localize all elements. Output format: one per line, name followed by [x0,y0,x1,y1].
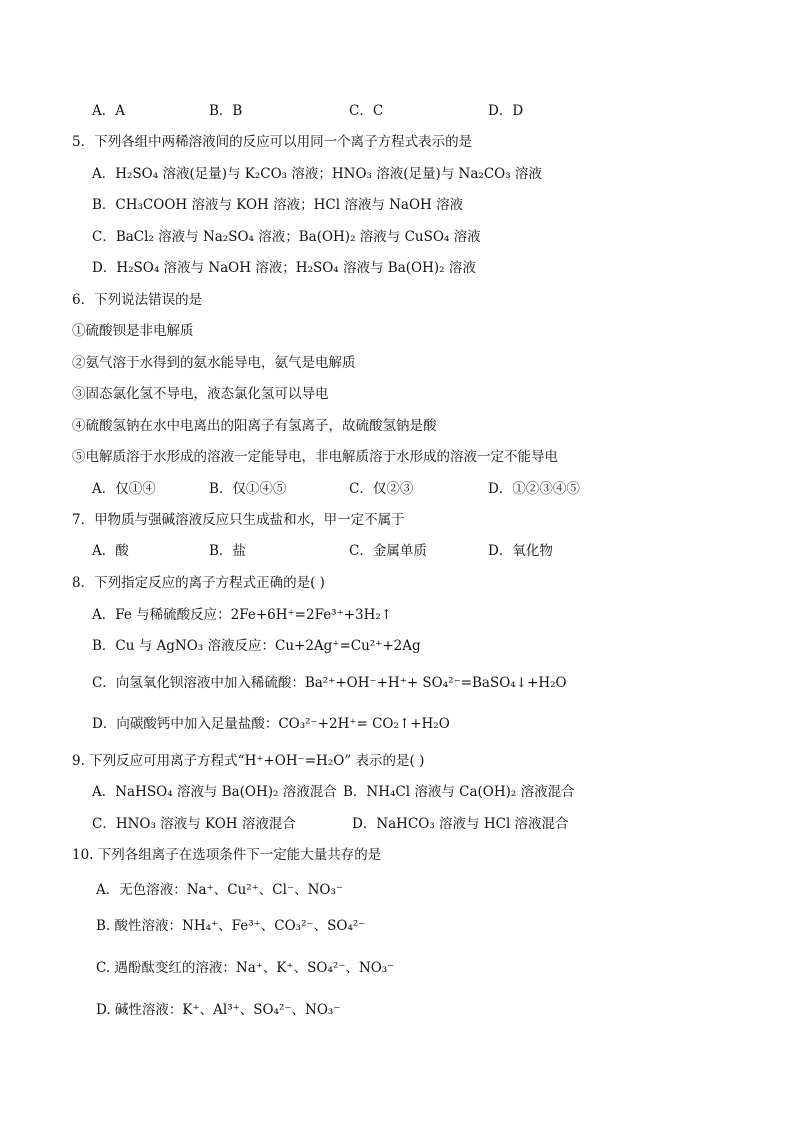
q10-option-a: A．无色溶液：Na⁺、Cu²⁺、Cl⁻、NO₃⁻ [96,882,343,898]
q7-stem: 7．甲物质与强碱溶液反应只生成盐和水，甲一定不属于 [72,512,405,528]
q10-stem: 10. 下列各组离子在选项条件下一定能大量共存的是 [72,847,382,863]
q4-option-b: B．B [209,103,243,119]
q5-option-d: D．H₂SO₄ 溶液与 NaOH 溶液；H₂SO₄ 溶液与 Ba(OH)₂ 溶液 [92,260,476,276]
q4-option-c: C．C [349,103,384,119]
q5-option-b: B．CH₃COOH 溶液与 KOH 溶液；HCl 溶液与 NaOH 溶液 [92,197,464,213]
q6-statement-2: ②氨气溶于水得到的氨水能导电，氨气是电解质 [72,355,356,371]
q6-stem: 6．下列说法错误的是 [72,292,203,308]
q4-option-d: D．D [488,103,524,119]
q8-option-d: D．向碳酸钙中加入足量盐酸：CO₃²⁻+2H⁺= CO₂↑+H₂O [92,716,450,732]
q7-option-a: A．酸 [92,543,129,559]
q10-option-c: C. 遇酚酞变红的溶液：Na⁺、K⁺、SO₄²⁻、NO₃⁻ [96,960,395,976]
q6-statement-5: ⑤电解质溶于水形成的溶液一定能导电，非电解质溶于水形成的溶液一定不能导电 [72,449,558,465]
q9-option-a: A．NaHSO₄ 溶液与 Ba(OH)₂ 溶液混合 [92,784,337,800]
q8-stem: 8．下列指定反应的离子方程式正确的是( ) [72,575,325,591]
q9-option-d: D．NaHCO₃ 溶液与 HCl 溶液混合 [352,816,569,832]
q6-option-b: B．仅①④⑤ [209,481,287,497]
q6-option-c: C．仅②③ [349,481,414,497]
q9-stem: 9. 下列反应可用离子方程式“H⁺+OH⁻=H₂O” 表示的是( ) [72,753,425,769]
q9-option-c: C．HNO₃ 溶液与 KOH 溶液混合 [92,816,296,832]
q5-stem: 5．下列各组中两稀溶液间的反应可以用同一个离子方程式表示的是 [72,134,473,150]
q10-option-b: B. 酸性溶液：NH₄⁺、Fe³⁺、CO₃²⁻、SO₄²⁻ [96,918,366,934]
q6-statement-4: ④硫酸氢钠在水中电离出的阳离子有氢离子，故硫酸氢钠是酸 [72,418,437,434]
q6-statement-1: ①硫酸钡是非电解质 [72,323,194,339]
q7-option-d: D．氧化物 [488,543,553,559]
q6-option-d: D．①②③④⑤ [488,481,580,497]
q6-statement-3: ③固态氯化氢不导电，液态氯化氢可以导电 [72,386,329,402]
q9-option-b: B．NH₄Cl 溶液与 Ca(OH)₂ 溶液混合 [343,784,575,800]
q8-option-c: C．向氢氧化钡溶液中加入稀硫酸：Ba²⁺+OH⁻+H⁺+ SO₄²⁻=BaSO₄↓+H₂O [92,675,567,691]
q7-option-c: C．金属单质 [349,543,427,559]
q7-option-b: B．盐 [209,543,246,559]
q5-option-c: C．BaCl₂ 溶液与 Na₂SO₄ 溶液；Ba(OH)₂ 溶液与 CuSO₄ 溶液 [92,229,481,245]
q8-option-a: A．Fe 与稀硫酸反应：2Fe+6H⁺=2Fe³⁺+3H₂↑ [92,607,393,623]
q10-option-d: D. 碱性溶液：K⁺、Al³⁺、SO₄²⁻、NO₃⁻ [96,1002,341,1018]
q6-option-a: A．仅①④ [92,481,156,497]
q5-option-a: A．H₂SO₄ 溶液(足量)与 K₂CO₃ 溶液；HNO₃ 溶液(足量)与 Na₂CO₃ 溶液 [92,166,542,182]
q8-option-b: B．Cu 与 AgNO₃ 溶液反应：Cu+2Ag⁺=Cu²⁺+2Ag [92,638,421,654]
q4-option-a: A．A [92,103,125,119]
